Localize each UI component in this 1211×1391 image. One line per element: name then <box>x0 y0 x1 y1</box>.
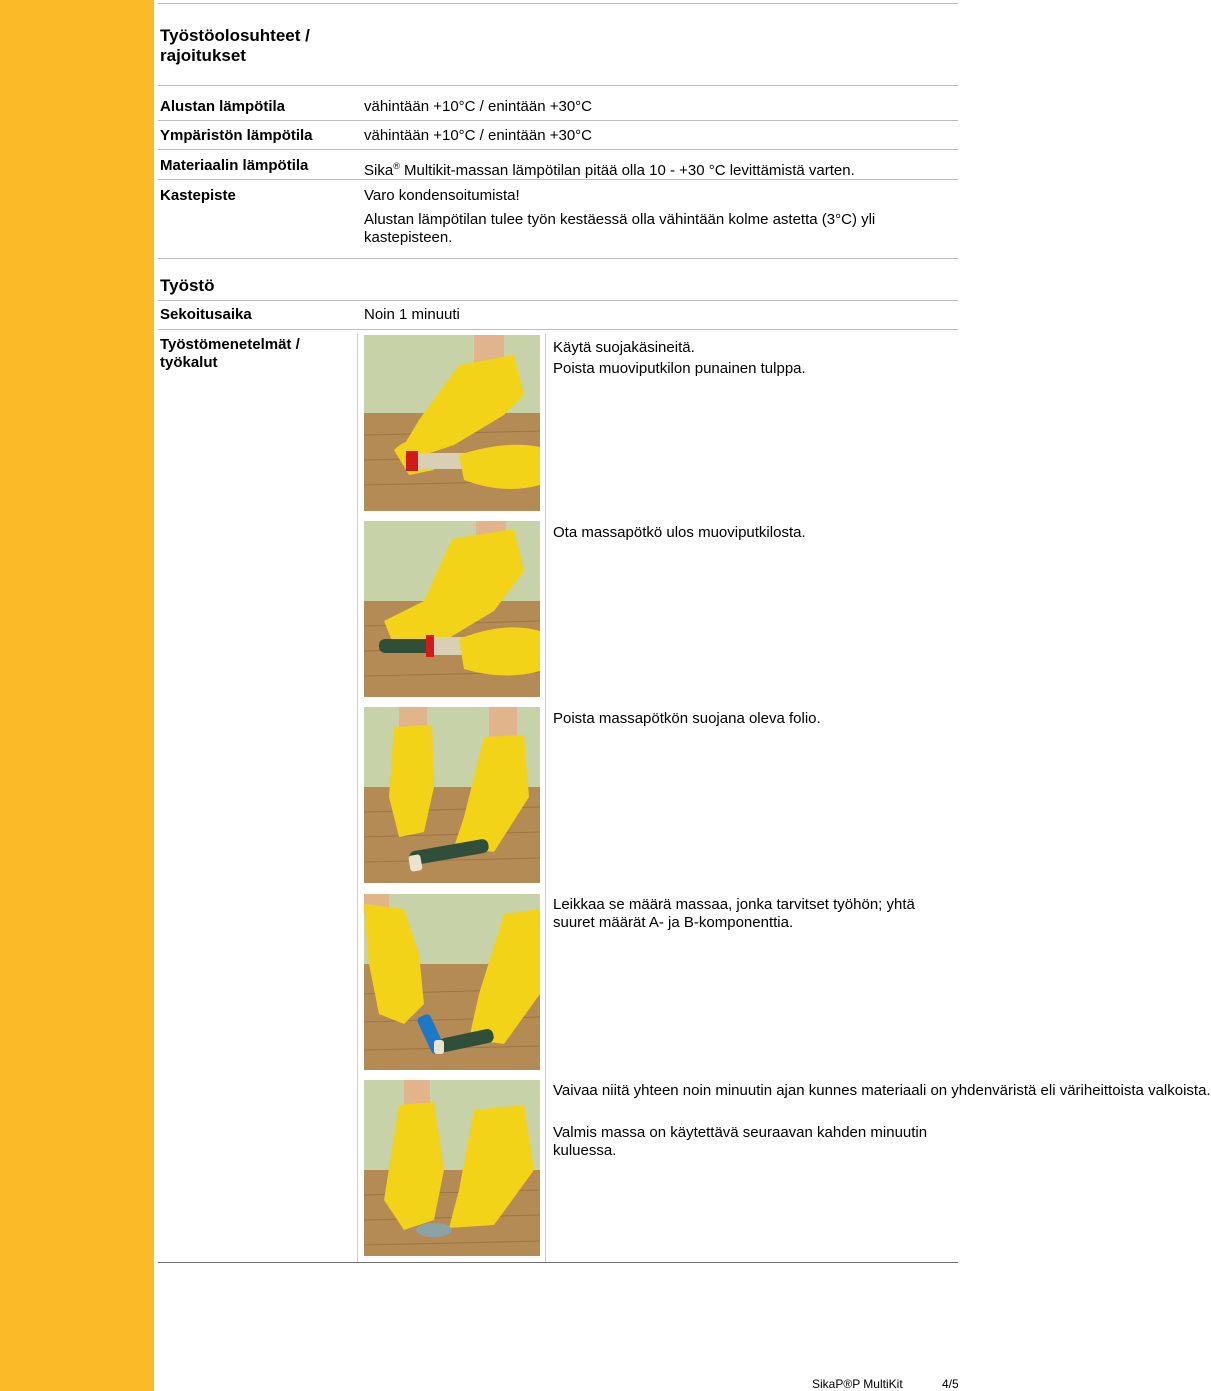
value-mixing-time: Noin 1 minuuti <box>364 306 460 323</box>
column-divider <box>357 333 358 1263</box>
section-heading-conditions: Työstöolosuhteet / rajoitukset <box>160 26 310 65</box>
rule <box>158 179 958 180</box>
rule <box>158 85 958 86</box>
take-out-stick-illustration <box>364 521 540 697</box>
cut-mass-illustration <box>364 894 540 1070</box>
footer-product-name: SikaP®P MultiKit <box>812 1377 903 1391</box>
rule <box>158 300 958 301</box>
step4-line1: Leikkaa se määrä massaa, jonka tarvitset työhön; yhtä suuret määrät A- ja B-komponenttia. <box>553 896 915 931</box>
label-ambient-temp: Ympäristön lämpötila <box>160 127 313 144</box>
label-material-temp: Materiaalin lämpötila <box>160 157 309 174</box>
step1-line1: Käytä suojakäsineitä. <box>553 339 695 356</box>
rule <box>158 258 958 259</box>
value-substrate-temp: vähintään +10°C / enintään +30°C <box>364 98 592 115</box>
remove-foil-illustration <box>364 707 540 883</box>
bottom-rule <box>158 1262 958 1263</box>
step5-line2: Valmis massa on käytettävä seuraavan kahden minuutin kuluessa. <box>553 1124 928 1159</box>
value-dew-point-detail: Alustan lämpötilan tulee työn kestäessä olla vähintään kolme astetta (3°C) yli kastepisteen. <box>364 211 876 246</box>
value-material-temp-prefix: Sika <box>364 162 394 179</box>
footer-page-number: 4/5 <box>942 1377 959 1391</box>
label-substrate-temp: Alustan lämpötila <box>160 98 286 115</box>
value-ambient-temp: vähintään +10°C / enintään +30°C <box>364 127 592 144</box>
step5-line1: Vaivaa niitä yhteen noin minuutin ajan kunnes materiaali on yhdenväristä eli väriheittoista valkoista. <box>553 1082 1211 1099</box>
step1-line2: Poista muoviputkilon punainen tulppa. <box>553 360 806 377</box>
top-rule <box>158 3 958 4</box>
section-heading-application: Työstö <box>160 276 215 295</box>
value-material-temp <box>364 157 855 180</box>
value-dew-point-warning: Varo kondensoitumista! <box>364 187 520 204</box>
step3-line1: Poista massapötkön suojana oleva folio. <box>553 710 821 727</box>
registered-mark: ® <box>393 161 400 171</box>
label-mixing-time: Sekoitusaika <box>160 306 252 323</box>
knead-illustration <box>364 1080 540 1256</box>
value-material-temp-rest: Multikit-massan lämpötilan pitää olla 10 - +30 °C levittämistä varten. <box>399 162 855 179</box>
column-divider <box>545 333 546 1263</box>
rule <box>158 120 958 121</box>
label-dew-point: Kastepiste <box>160 187 236 204</box>
document-page <box>154 0 1211 1391</box>
rule <box>158 329 958 330</box>
rule <box>158 149 958 150</box>
step2-line1: Ota massapötkö ulos muoviputkilosta. <box>553 524 806 541</box>
sidebar-accent-bar <box>0 0 154 1391</box>
remove-red-cap-illustration <box>364 335 540 511</box>
label-application-methods: Työstömenetelmät / työkalut <box>160 336 300 371</box>
